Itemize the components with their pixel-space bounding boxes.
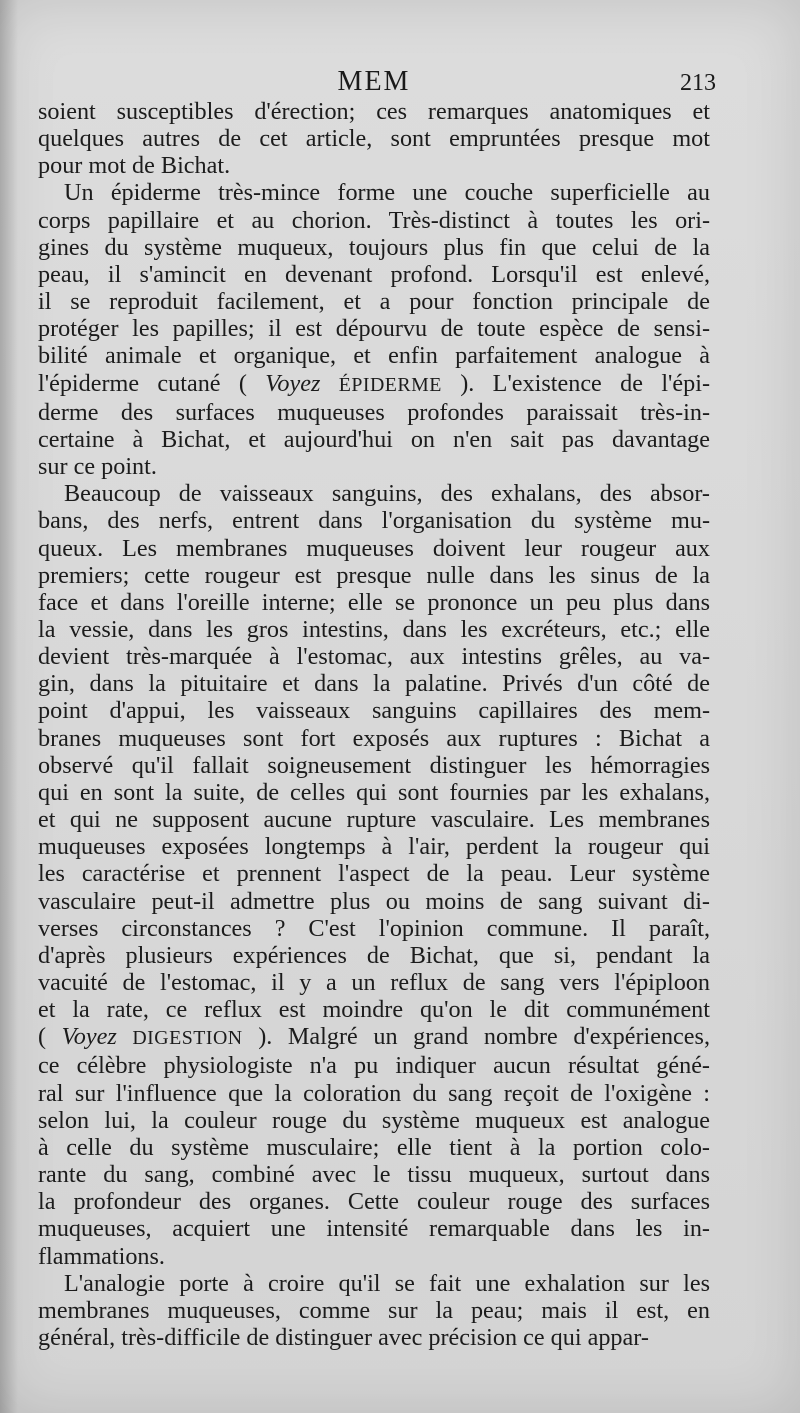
- text-line: point d'appui, les vaisseaux sanguins capillaires des mem-: [38, 697, 710, 725]
- text-line: la profondeur des organes. Cette couleur rouge des surfaces: [38, 1188, 710, 1216]
- text-line: il se reproduit facilement, et a pour fonction principale de: [38, 288, 710, 316]
- text-line: queux. Les membranes muqueuses doivent leur rougeur aux: [38, 534, 710, 562]
- text-line: selon lui, la couleur rouge du système muqueux est analogue: [38, 1106, 710, 1134]
- text-line: les caractérise et prennent l'aspect de la peau. Leur système: [38, 860, 710, 888]
- text-line: ral sur l'influence que la coloration du sang reçoit de l'oxigène :: [38, 1079, 710, 1107]
- text-line: soient susceptibles d'érection; ces remarques anatomiques et: [38, 98, 710, 125]
- text-line: muqueuses exposées longtemps à l'air, perdent la rougeur qui: [38, 833, 710, 861]
- page-gutter-shadow: [0, 0, 18, 1413]
- page-header: [38, 66, 716, 102]
- text-line: rante du sang, combiné avec le tissu muqueux, surtout dans: [38, 1161, 710, 1189]
- text-line: ce célèbre physiologiste n'a pu indiquer aucun résultat géné-: [38, 1052, 710, 1080]
- text-line: certaine à Bichat, et aujourd'hui on n'en sait pas davantage: [38, 425, 710, 453]
- text-line: l'épiderme cutané ( Voyez ÉPIDERME ). L'existence de l'épi-: [38, 369, 711, 397]
- text-line: gines du système muqueux, toujours plus fin que celui de la: [38, 233, 710, 261]
- text-line: vasculaire peut-il admettre plus ou moins de sang suivant di-: [38, 887, 710, 915]
- running-head: MEM: [337, 66, 411, 97]
- text-line: gin, dans la pituitaire et dans la palatine. Privés d'un côté de: [38, 670, 710, 698]
- text-line: vacuité de l'estomac, il y a un reflux de sang vers l'épiploon: [38, 969, 710, 996]
- text-line: flammations.: [38, 1242, 165, 1270]
- text-line: verses circonstances ? C'est l'opinion commune. Il paraît,: [38, 914, 710, 942]
- text-line: branes muqueuses sont fort exposés aux ruptures : Bichat a: [38, 724, 710, 752]
- text-line: protéger les papilles; il est dépourvu de toute espèce de sensi-: [38, 315, 710, 343]
- page-number: 213: [680, 70, 716, 96]
- text-line: quelques autres de cet article, sont empruntées presque mot: [38, 125, 710, 153]
- text-line: peau, il s'amincit en devenant profond. Lorsqu'il est enlevé,: [38, 260, 710, 288]
- text-line: pour mot de Bichat.: [38, 152, 231, 180]
- text-line: et qui ne supposent aucune rupture vasculaire. Les membranes: [38, 806, 710, 834]
- text-line: à celle du système musculaire; elle tient à la portion colo-: [38, 1133, 710, 1161]
- text-line: qui en sont la suite, de celles qui sont fournies par les exhalans,: [38, 778, 710, 806]
- text-line: premiers; cette rougeur est presque nulle dans les sinus de la: [38, 561, 710, 589]
- text-line: observé qu'il fallait soigneusement distinguer les hémorragies: [38, 751, 710, 779]
- text-line: L'analogie porte à croire qu'il se fait une exhalation sur les: [64, 1269, 710, 1297]
- text-line: sur ce point.: [38, 453, 157, 481]
- text-line: membranes muqueuses, comme sur la peau; mais il est, en: [38, 1296, 710, 1324]
- text-line: devient très-marquée à l'estomac, aux intestins grêles, au va-: [38, 643, 710, 671]
- text-line: général, très-difficile de distinguer avec précision ce qui appar-: [38, 1324, 649, 1352]
- text-line: Beaucoup de vaisseaux sanguins, des exhalans, des absor-: [64, 480, 710, 508]
- text-line: ( Voyez DIGESTION ). Malgré un grand nombre d'expériences,: [38, 1023, 710, 1051]
- paragraph: [38, 480, 710, 1270]
- text-line: bans, des nerfs, entrent dans l'organisation du système mu-: [38, 507, 710, 535]
- text-line: d'après plusieurs expériences de Bichat, que si, pendant la: [38, 941, 710, 969]
- text-line: bilité animale et organique, et enfin parfaitement analogue à: [38, 342, 710, 370]
- paragraph: [38, 98, 710, 179]
- text-line: derme des surfaces muqueuses profondes paraissait très-in-: [38, 398, 710, 426]
- text-line: la vessie, dans les gros intestins, dans les excréteurs, etc.; elle: [38, 615, 710, 643]
- body-text: [38, 98, 710, 1351]
- text-line: corps papillaire et au chorion. Très-distinct à toutes les ori-: [38, 206, 710, 234]
- text-line: muqueuses, acquiert une intensité remarquable dans les in-: [38, 1215, 710, 1243]
- paragraph: [38, 1270, 710, 1351]
- text-line: Un épiderme très-mince forme une couche superficielle au: [64, 179, 710, 207]
- paragraph: [38, 179, 710, 480]
- text-line: et la rate, ce reflux est moindre qu'on le dit communément: [38, 996, 710, 1024]
- text-line: face et dans l'oreille interne; elle se prononce un peu plus dans: [38, 588, 710, 616]
